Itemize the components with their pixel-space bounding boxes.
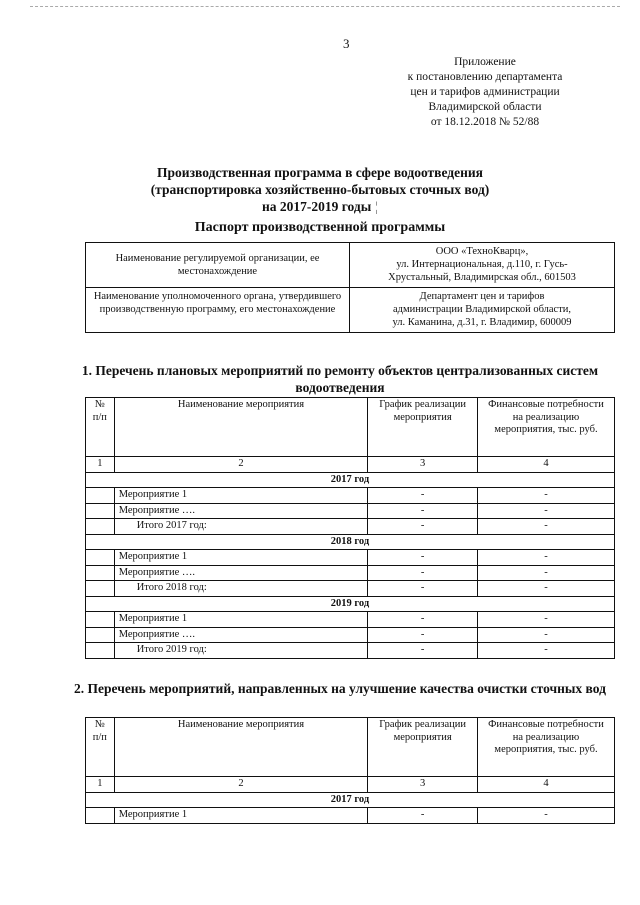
col-header: Наименование мероприятия (114, 398, 368, 457)
event-name: Мероприятие 1 (114, 550, 368, 566)
passport-value-line: ООО «ТехноКварц», (435, 246, 529, 257)
year-total: Итого 2019 год: (114, 643, 368, 659)
table-header-row (86, 718, 615, 777)
event-name: Мероприятие 1 (114, 488, 368, 504)
document-title (80, 164, 560, 215)
col-number: 2 (114, 777, 368, 793)
title-line: Производственная программа в сфере водоотведения (157, 165, 483, 180)
table-row (86, 550, 615, 566)
passport-label: Наименование уполномоченного органа, утвердившего производственную программу, его местонахождение (86, 288, 350, 333)
col-number: 2 (114, 457, 368, 473)
schedule-cell: - (368, 565, 478, 581)
cost-cell: - (478, 643, 615, 659)
year-label: 2018 год (86, 534, 615, 550)
year-total: Итого 2017 год: (114, 519, 368, 535)
col-header: Финансовые потребности на реализацию мероприятия, тыс. руб. (478, 398, 615, 457)
year-row (86, 792, 615, 808)
col-number-row (86, 777, 615, 793)
section2-table (85, 717, 615, 824)
col-number: 3 (368, 457, 478, 473)
schedule-cell: - (368, 581, 478, 597)
year-label: 2017 год (86, 792, 615, 808)
schedule-cell: - (368, 519, 478, 535)
col-number: 1 (86, 777, 115, 793)
passport-row (86, 243, 615, 288)
passport-value-line: ул. Интернациональная, д.110, г. Гусь- (396, 259, 568, 270)
event-name: Мероприятие 1 (114, 612, 368, 628)
col-header: № п/п (86, 398, 115, 457)
schedule-cell: - (368, 643, 478, 659)
appendix-line: цен и тарифов администрации (410, 86, 560, 98)
year-row (86, 534, 615, 550)
schedule-cell: - (368, 550, 478, 566)
passport-label: Наименование регулируемой организации, ее местонахождение (86, 243, 350, 288)
cost-cell: - (478, 581, 615, 597)
cost-cell: - (478, 612, 615, 628)
year-row (86, 472, 615, 488)
passport-value-line: ул. Каманина, д.31, г. Владимир, 600009 (392, 317, 572, 328)
event-name: Мероприятие …. (114, 503, 368, 519)
col-number: 3 (368, 777, 478, 793)
col-header: № п/п (86, 718, 115, 777)
passport-value-line: Департамент цен и тарифов (419, 291, 545, 302)
cost-cell: - (478, 627, 615, 643)
table-row (86, 612, 615, 628)
table-row (86, 519, 615, 535)
table-row (86, 503, 615, 519)
title-years: на 2017-2019 годы (261, 199, 372, 214)
cost-cell: - (478, 519, 615, 535)
schedule-cell: - (368, 808, 478, 824)
schedule-cell: - (368, 503, 478, 519)
col-number: 1 (86, 457, 115, 473)
passport-heading: Паспорт производственной программы (194, 220, 446, 235)
cost-cell: - (478, 565, 615, 581)
cost-cell: - (478, 808, 615, 824)
appendix-line: к постановлению департамента (407, 71, 563, 83)
year-total: Итого 2018 год: (114, 581, 368, 597)
table-row (86, 581, 615, 597)
col-header: Наименование мероприятия (114, 718, 368, 777)
table-row (86, 808, 615, 824)
col-header: График реализации мероприятия (368, 398, 478, 457)
page-number: 3 (343, 36, 350, 51)
col-number-row (86, 457, 615, 473)
title-line: (транспортировка хозяйственно-бытовых сточных вод) (150, 182, 490, 197)
section2-title: 2. Перечень мероприятий, направленных на улучшение качества очистки сточных вод (74, 681, 606, 696)
appendix-block (385, 55, 585, 130)
appendix-line: Приложение (454, 56, 516, 68)
section1-table (85, 397, 615, 659)
top-divider (30, 6, 620, 7)
event-name: Мероприятие 1 (114, 808, 368, 824)
cost-cell: - (478, 503, 615, 519)
passport-value (350, 288, 615, 333)
passport-value-line: Хрустальный, Владимирская обл., 601503 (388, 272, 576, 283)
cost-cell: - (478, 550, 615, 566)
year-row (86, 596, 615, 612)
table-header-row (86, 398, 615, 457)
schedule-cell: - (368, 488, 478, 504)
schedule-cell: - (368, 627, 478, 643)
title-line (80, 198, 560, 215)
passport-table (85, 242, 615, 333)
schedule-cell: - (368, 612, 478, 628)
col-header: Финансовые потребности на реализацию мероприятия, тыс. руб. (478, 718, 615, 777)
event-name: Мероприятие …. (114, 627, 368, 643)
table-row (86, 643, 615, 659)
appendix-line: Владимирской области (428, 101, 542, 113)
section1-title: 1. Перечень плановых мероприятий по ремонту объектов централизованных систем водоотведения (81, 363, 599, 395)
col-number: 4 (478, 457, 615, 473)
passport-row (86, 288, 615, 333)
table-row (86, 488, 615, 504)
col-header: График реализации мероприятия (368, 718, 478, 777)
table-row (86, 627, 615, 643)
col-number: 4 (478, 777, 615, 793)
scan-mark-icon: ¦ (375, 199, 378, 214)
passport-value (350, 243, 615, 288)
year-label: 2017 год (86, 472, 615, 488)
event-name: Мероприятие …. (114, 565, 368, 581)
cost-cell: - (478, 488, 615, 504)
year-label: 2019 год (86, 596, 615, 612)
appendix-line: от 18.12.2018 № 52/88 (430, 116, 540, 128)
table-row (86, 565, 615, 581)
passport-value-line: администрации Владимирской области, (392, 304, 572, 315)
